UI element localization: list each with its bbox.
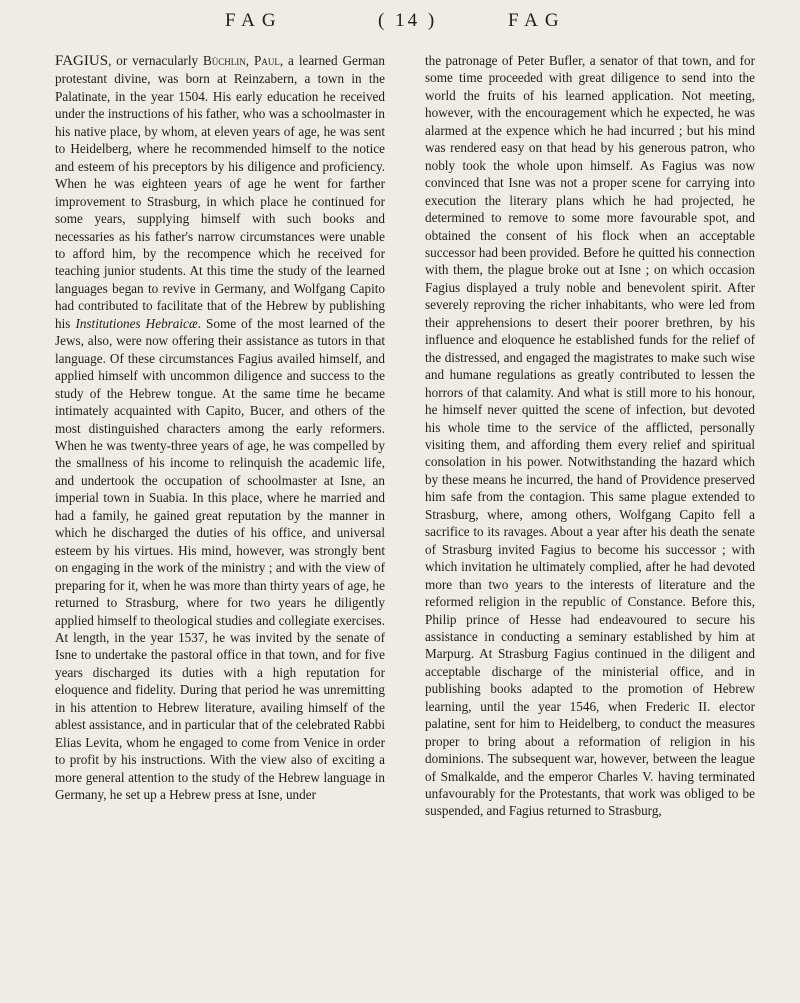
text-columns: [55, 52, 755, 996]
right-column-text: the patronage of Peter Bufler, a senator of that town, and for some time proceeded with great diligence to send into the world the fruits of his learned application. Not meeting, however, with the encouragement which he expected, he was alarmed at the expence which he had incurred ; but his mind was rendered easy on that head by his generous patron, who nobly took the whole upon himself. As Fagius was now convinced that Isne was not a proper scene for carrying into execution the literary plans which he had projected, he determined to remove to some more favourable spot, and obtained the consent of his flock when an acceptable successor had been provided. Before he quitted his connection with them, the plague broke out at Isne ; on which occasion Fagius displayed a truly noble and benevolent spirit. After severely reproving the richer inhabitants, who were led from their apprehensions to desert their poorer brethren, by his influence and eloquence he established funds for the relief of the distressed, and engaged the magistrates to make such wise and humane regulations as greatly contributed to lessen the horrors of that calamity. And what is still more to his honour, he himself never quitted the scene of infection, but devoted his whole time to the service of the afflicted, personally visiting them, and affording them every relief and spiritual consolation in his power. Notwithstanding the hazard which by these means he incurred, the hand of Providence preserved him safe from the contagion. This same plague extended to Strasburg, where, among others, Wolfgang Capito fell a sacrifice to its ravages. About a year after his death the senate of Strasburg invited Fagius to become his successor ; with which invitation he ultimately complied, after he had devoted more than two years to the interests of literature and the reformed religion in the republic of Constance. Before this, Philip prince of Hesse had endeavoured to secure his assistance in conducting a seminary established by him at Marpurg. At Strasburg Fagius continued in the diligent and acceptable discharge of the ministerial office, and in publishing books adapted to the promotion of Hebrew learning, until the year 1546, when Frederic II. elector palatine, sent for him to Heidelberg, to conduct the measures proper to bring about a reformation of religion in his dominions. The subsequent war, however, between the league of Smalkalde, and the emperor Charles V. having terminated unfavourably for the Protestants, that work was obliged to be suspended, and Fagius returned to Strasburg,: [425, 53, 755, 819]
name-small-caps: Büchlin, Paul: [203, 53, 280, 68]
right-column: [425, 52, 755, 996]
running-head-right: FAG: [508, 10, 566, 31]
left-column: [55, 52, 385, 996]
article-paragraph: [55, 52, 385, 803]
running-head-left: FAG: [225, 10, 283, 31]
headword: FAGIUS: [55, 53, 109, 69]
left-text-part-2: . Some of the most learned of the Jews, also, were now offering their assistance as tutors in that language. Of these circumstances Fagius availed himself, and applied himself with uncommon diligence and success to the study of the Hebrew tongue. At the same time he became intimately acquainted with Capito, Bucer, and others of the most distinguished characters among the early reformers. When he was twenty-three years of age, he was compelled by the smallness of his income to relinquish the academic life, and undertook the occupation of schoolmaster at Isne, an imperial town in Suabia. In this place, where he married and had a family, he gained great reputation by the manner in which he discharged the duties of his office, and universal esteem by his virtues. His mind, however, was strongly bent on engaging in the work of the ministry ; and with the view of preparing for it, when he was more than thirty years of age, he returned to Strasburg, where for two years he diligently applied himself to theological studies and collegiate exercises. At length, in the year 1537, he was invited by the senate of Isne to undertake the pastoral office in that town, and for five years discharged its duties with a high reputation for eloquence and fidelity. During that period he was unremitting in his attention to Hebrew literature, availing himself of the ablest assistance, and in particular that of the celebrated Rabbi Elias Levita, whom he engaged to come from Venice in order to profit by his instructions. With the view also of exciting a more general attention to the study of the Hebrew language in Germany, he set up a Hebrew press at Isne, under: [55, 315, 385, 803]
book-title: Institutiones Hebraicæ: [75, 315, 198, 331]
left-text-part-1: , a learned German protestant divine, was born at Reinzabern, a town in the Palatinate, in the year 1504. His early education he received under the instructions of his father, who was a schoolmaster in his native place, by whom, at eleven years of age, he was sent to Heidelberg, where he recommended himself to the notice and esteem of his preceptors by his diligence and proficiency. When he was eighteen years of age he went for farther improvement to Strasburg, in which place he continued for some years, supplying himself with such books and necessaries as his father's narrow circumstances were unable to afford him, by the recompence which he received for teaching junior students. At this time the study of the learned languages began to revive in Germany, and Wolfgang Capito had contributed to facilitate that of the Hebrew by publishing his: [55, 53, 385, 331]
head-rest: , or vernacularly: [108, 53, 203, 68]
page-number: ( 14 ): [378, 10, 438, 31]
running-head: [0, 10, 800, 40]
